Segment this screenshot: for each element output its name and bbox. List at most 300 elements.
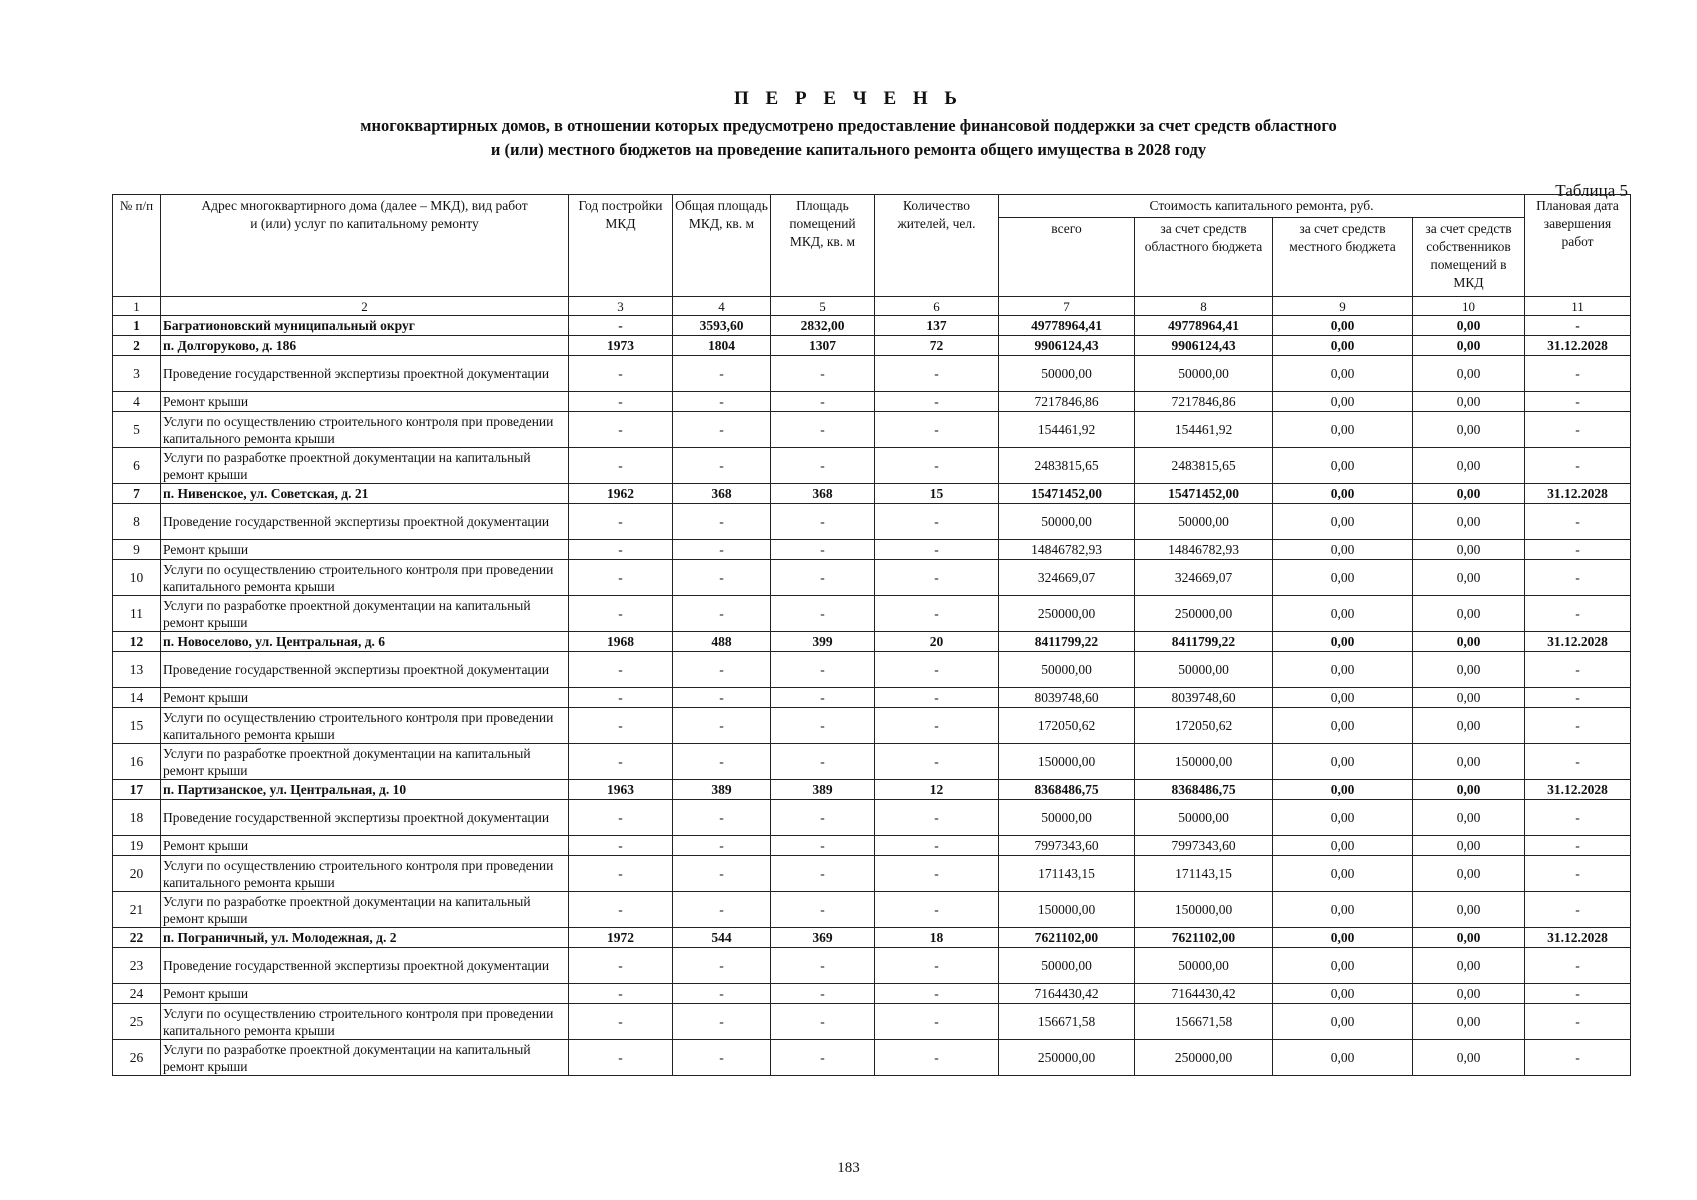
row-completion-date: - <box>1525 708 1631 744</box>
row-room-area: 369 <box>771 928 875 948</box>
row-room-area: 1307 <box>771 336 875 356</box>
row-cost-total: 7164430,42 <box>999 984 1135 1004</box>
table-row <box>113 688 1631 708</box>
row-room-area: - <box>771 800 875 836</box>
row-residents: - <box>875 1004 999 1040</box>
row-cost-local: 0,00 <box>1273 780 1413 800</box>
row-completion-date: - <box>1525 688 1631 708</box>
row-residents: - <box>875 800 999 836</box>
row-total-area: - <box>673 540 771 560</box>
table-row <box>113 984 1631 1004</box>
row-room-area: - <box>771 560 875 596</box>
row-completion-date: - <box>1525 948 1631 984</box>
row-cost-owners: 0,00 <box>1413 356 1525 392</box>
row-total-area: 488 <box>673 632 771 652</box>
row-cost-regional: 50000,00 <box>1135 800 1273 836</box>
row-cost-total: 50000,00 <box>999 356 1135 392</box>
row-name: Услуги по осуществлению строительного контроля при проведении капитального ремонта крыши <box>161 560 569 596</box>
row-completion-date: - <box>1525 560 1631 596</box>
row-number: 22 <box>113 928 161 948</box>
row-completion-date: - <box>1525 652 1631 688</box>
row-year: - <box>569 892 673 928</box>
row-number: 25 <box>113 1004 161 1040</box>
table-body <box>113 316 1631 1076</box>
row-cost-local: 0,00 <box>1273 392 1413 412</box>
header-cost-local: за счет средств местного бюджета <box>1273 218 1413 297</box>
row-residents: - <box>875 540 999 560</box>
row-cost-regional: 50000,00 <box>1135 356 1273 392</box>
row-total-area: - <box>673 504 771 540</box>
header-cost-owners: за счет средств собственников помещений в МКД <box>1413 218 1525 297</box>
row-name: Услуги по разработке проектной документации на капитальный ремонт крыши <box>161 892 569 928</box>
row-cost-total: 8411799,22 <box>999 632 1135 652</box>
col-number: 6 <box>875 297 999 316</box>
row-completion-date: - <box>1525 356 1631 392</box>
row-cost-owners: 0,00 <box>1413 448 1525 484</box>
row-cost-total: 49778964,41 <box>999 316 1135 336</box>
row-name: Ремонт крыши <box>161 984 569 1004</box>
row-cost-local: 0,00 <box>1273 412 1413 448</box>
row-year: - <box>569 412 673 448</box>
row-cost-owners: 0,00 <box>1413 540 1525 560</box>
row-room-area: - <box>771 412 875 448</box>
row-number: 19 <box>113 836 161 856</box>
row-room-area: 2832,00 <box>771 316 875 336</box>
row-name: Услуги по осуществлению строительного контроля при проведении капитального ремонта крыши <box>161 412 569 448</box>
row-cost-local: 0,00 <box>1273 484 1413 504</box>
row-cost-regional: 250000,00 <box>1135 1040 1273 1076</box>
row-cost-regional: 7217846,86 <box>1135 392 1273 412</box>
row-total-area: - <box>673 708 771 744</box>
table-row <box>113 892 1631 928</box>
table-row <box>113 316 1631 336</box>
row-name: п. Партизанское, ул. Центральная, д. 10 <box>161 780 569 800</box>
row-room-area: - <box>771 1040 875 1076</box>
table-row <box>113 504 1631 540</box>
row-number: 6 <box>113 448 161 484</box>
row-cost-regional: 8039748,60 <box>1135 688 1273 708</box>
row-total-area: 544 <box>673 928 771 948</box>
row-cost-total: 172050,62 <box>999 708 1135 744</box>
row-cost-owners: 0,00 <box>1413 560 1525 596</box>
row-number: 23 <box>113 948 161 984</box>
row-cost-owners: 0,00 <box>1413 948 1525 984</box>
row-cost-owners: 0,00 <box>1413 856 1525 892</box>
col-number: 8 <box>1135 297 1273 316</box>
row-number: 3 <box>113 356 161 392</box>
row-completion-date: - <box>1525 316 1631 336</box>
row-cost-regional: 150000,00 <box>1135 744 1273 780</box>
row-year: - <box>569 836 673 856</box>
header-residents: Количество жителей, чел. <box>875 195 999 297</box>
table-row <box>113 744 1631 780</box>
table-row <box>113 540 1631 560</box>
row-room-area: - <box>771 892 875 928</box>
row-residents: - <box>875 560 999 596</box>
row-cost-total: 50000,00 <box>999 652 1135 688</box>
table-row <box>113 336 1631 356</box>
row-total-area: - <box>673 560 771 596</box>
col-number: 2 <box>161 297 569 316</box>
row-completion-date: - <box>1525 596 1631 632</box>
table-row <box>113 1040 1631 1076</box>
row-name: Услуги по разработке проектной документации на капитальный ремонт крыши <box>161 744 569 780</box>
row-name: Проведение государственной экспертизы проектной документации <box>161 356 569 392</box>
row-residents: - <box>875 688 999 708</box>
row-name: п. Новоселово, ул. Центральная, д. 6 <box>161 632 569 652</box>
header-cost-total: всего <box>999 218 1135 297</box>
row-cost-local: 0,00 <box>1273 336 1413 356</box>
row-year: 1963 <box>569 780 673 800</box>
row-cost-total: 150000,00 <box>999 892 1135 928</box>
col-number: 9 <box>1273 297 1413 316</box>
row-cost-local: 0,00 <box>1273 688 1413 708</box>
row-cost-owners: 0,00 <box>1413 412 1525 448</box>
table-row <box>113 412 1631 448</box>
table-row <box>113 484 1631 504</box>
row-residents: 12 <box>875 780 999 800</box>
row-number: 10 <box>113 560 161 596</box>
header-cost-group: Стоимость капитального ремонта, руб. <box>999 195 1525 218</box>
row-total-area: - <box>673 836 771 856</box>
row-room-area: - <box>771 948 875 984</box>
row-name: Услуги по разработке проектной документации на капитальный ремонт крыши <box>161 596 569 632</box>
row-total-area: 368 <box>673 484 771 504</box>
table-row <box>113 596 1631 632</box>
row-number: 13 <box>113 652 161 688</box>
row-completion-date: - <box>1525 800 1631 836</box>
row-year: - <box>569 1004 673 1040</box>
row-cost-local: 0,00 <box>1273 984 1413 1004</box>
row-room-area: - <box>771 504 875 540</box>
table-label: Таблица 5 <box>1555 181 1628 200</box>
row-name: п. Долгоруково, д. 186 <box>161 336 569 356</box>
row-room-area: 399 <box>771 632 875 652</box>
row-completion-date: - <box>1525 836 1631 856</box>
row-total-area: - <box>673 1040 771 1076</box>
row-cost-local: 0,00 <box>1273 800 1413 836</box>
row-total-area: - <box>673 744 771 780</box>
row-residents: - <box>875 652 999 688</box>
row-cost-owners: 0,00 <box>1413 632 1525 652</box>
row-name: Услуги по осуществлению строительного контроля при проведении капитального ремонта крыши <box>161 708 569 744</box>
row-cost-total: 150000,00 <box>999 744 1135 780</box>
row-residents: - <box>875 448 999 484</box>
row-room-area: - <box>771 356 875 392</box>
row-cost-total: 14846782,93 <box>999 540 1135 560</box>
row-total-area: - <box>673 800 771 836</box>
table-row <box>113 800 1631 836</box>
table-row <box>113 448 1631 484</box>
table-row <box>113 780 1631 800</box>
row-cost-local: 0,00 <box>1273 448 1413 484</box>
col-number: 7 <box>999 297 1135 316</box>
row-cost-local: 0,00 <box>1273 708 1413 744</box>
col-number: 3 <box>569 297 673 316</box>
row-completion-date: 31.12.2028 <box>1525 484 1631 504</box>
row-residents: 20 <box>875 632 999 652</box>
row-number: 16 <box>113 744 161 780</box>
row-cost-total: 8039748,60 <box>999 688 1135 708</box>
row-cost-owners: 0,00 <box>1413 484 1525 504</box>
row-cost-owners: 0,00 <box>1413 928 1525 948</box>
row-name: Услуги по разработке проектной документации на капитальный ремонт крыши <box>161 448 569 484</box>
col-number: 10 <box>1413 297 1525 316</box>
row-cost-regional: 7621102,00 <box>1135 928 1273 948</box>
row-cost-regional: 15471452,00 <box>1135 484 1273 504</box>
row-cost-regional: 9906124,43 <box>1135 336 1273 356</box>
row-cost-total: 156671,58 <box>999 1004 1135 1040</box>
row-cost-owners: 0,00 <box>1413 800 1525 836</box>
row-year: - <box>569 1040 673 1076</box>
row-cost-total: 8368486,75 <box>999 780 1135 800</box>
row-room-area: - <box>771 448 875 484</box>
row-name: Багратионовский муниципальный округ <box>161 316 569 336</box>
table-row <box>113 356 1631 392</box>
row-name: Проведение государственной экспертизы проектной документации <box>161 504 569 540</box>
table-row <box>113 1004 1631 1040</box>
row-total-area: - <box>673 356 771 392</box>
row-cost-local: 0,00 <box>1273 928 1413 948</box>
row-room-area: - <box>771 652 875 688</box>
row-cost-local: 0,00 <box>1273 632 1413 652</box>
row-cost-owners: 0,00 <box>1413 708 1525 744</box>
row-residents: - <box>875 744 999 780</box>
row-cost-regional: 8368486,75 <box>1135 780 1273 800</box>
row-name: Проведение государственной экспертизы проектной документации <box>161 948 569 984</box>
row-cost-regional: 172050,62 <box>1135 708 1273 744</box>
row-cost-owners: 0,00 <box>1413 596 1525 632</box>
row-completion-date: - <box>1525 540 1631 560</box>
row-completion-date: - <box>1525 392 1631 412</box>
col-number: 4 <box>673 297 771 316</box>
col-number: 11 <box>1525 297 1631 316</box>
row-room-area: - <box>771 392 875 412</box>
row-total-area: - <box>673 448 771 484</box>
row-year: 1962 <box>569 484 673 504</box>
row-completion-date: - <box>1525 892 1631 928</box>
row-total-area: - <box>673 1004 771 1040</box>
row-cost-total: 324669,07 <box>999 560 1135 596</box>
row-total-area: - <box>673 412 771 448</box>
row-cost-total: 50000,00 <box>999 800 1135 836</box>
row-name: Проведение государственной экспертизы проектной документации <box>161 652 569 688</box>
row-total-area: - <box>673 948 771 984</box>
row-total-area: - <box>673 652 771 688</box>
row-cost-total: 7997343,60 <box>999 836 1135 856</box>
row-number: 21 <box>113 892 161 928</box>
row-total-area: - <box>673 856 771 892</box>
row-room-area: - <box>771 856 875 892</box>
document-subtitle-line2: и (или) местного бюджетов на проведение капитального ремонта общего имущества в 2028 году <box>490 140 1207 159</box>
row-cost-regional: 171143,15 <box>1135 856 1273 892</box>
table-row <box>113 948 1631 984</box>
row-residents: - <box>875 1040 999 1076</box>
header-total-area: Общая площадь МКД, кв. м <box>673 195 771 297</box>
row-residents: - <box>875 708 999 744</box>
table-row <box>113 560 1631 596</box>
row-residents: - <box>875 596 999 632</box>
row-total-area: - <box>673 892 771 928</box>
col-number: 1 <box>113 297 161 316</box>
row-cost-owners: 0,00 <box>1413 1040 1525 1076</box>
row-year: - <box>569 688 673 708</box>
row-residents: 137 <box>875 316 999 336</box>
row-number: 18 <box>113 800 161 836</box>
row-name: Услуги по разработке проектной документации на капитальный ремонт крыши <box>161 1040 569 1076</box>
row-cost-regional: 14846782,93 <box>1135 540 1273 560</box>
row-room-area: - <box>771 688 875 708</box>
row-residents: - <box>875 504 999 540</box>
row-completion-date: 31.12.2028 <box>1525 928 1631 948</box>
row-residents: - <box>875 892 999 928</box>
row-cost-total: 50000,00 <box>999 948 1135 984</box>
row-year: - <box>569 856 673 892</box>
row-room-area: - <box>771 744 875 780</box>
row-cost-local: 0,00 <box>1273 744 1413 780</box>
header-address: Адрес многоквартирного дома (далее – МКД), вид работ и (или) услуг по капитальному ремонту <box>161 195 569 297</box>
row-completion-date: 31.12.2028 <box>1525 780 1631 800</box>
row-total-area: 1804 <box>673 336 771 356</box>
row-name: Проведение государственной экспертизы проектной документации <box>161 800 569 836</box>
page-number: 183 <box>837 1160 860 1176</box>
row-cost-total: 2483815,65 <box>999 448 1135 484</box>
row-number: 4 <box>113 392 161 412</box>
row-completion-date: - <box>1525 412 1631 448</box>
row-cost-regional: 8411799,22 <box>1135 632 1273 652</box>
row-cost-local: 0,00 <box>1273 560 1413 596</box>
header-completion: Плановая дата завершения работ <box>1525 195 1631 297</box>
row-completion-date: - <box>1525 448 1631 484</box>
row-residents: - <box>875 356 999 392</box>
row-cost-total: 15471452,00 <box>999 484 1135 504</box>
row-completion-date: - <box>1525 1004 1631 1040</box>
row-cost-regional: 150000,00 <box>1135 892 1273 928</box>
row-cost-local: 0,00 <box>1273 504 1413 540</box>
row-cost-local: 0,00 <box>1273 316 1413 336</box>
row-total-area: - <box>673 688 771 708</box>
row-year: - <box>569 596 673 632</box>
row-year: - <box>569 948 673 984</box>
table-row <box>113 928 1631 948</box>
table-row <box>113 652 1631 688</box>
row-cost-owners: 0,00 <box>1413 688 1525 708</box>
row-cost-owners: 0,00 <box>1413 652 1525 688</box>
row-cost-local: 0,00 <box>1273 652 1413 688</box>
row-year: 1972 <box>569 928 673 948</box>
repair-list-table <box>112 194 1631 1076</box>
row-name: п. Пограничный, ул. Молодежная, д. 2 <box>161 928 569 948</box>
row-year: - <box>569 392 673 412</box>
row-cost-owners: 0,00 <box>1413 336 1525 356</box>
document-title: П Е Р Е Ч Е Н Ь <box>734 88 963 109</box>
row-number: 17 <box>113 780 161 800</box>
row-completion-date: - <box>1525 984 1631 1004</box>
row-room-area: 389 <box>771 780 875 800</box>
row-cost-total: 250000,00 <box>999 596 1135 632</box>
table-row <box>113 856 1631 892</box>
row-year: - <box>569 560 673 596</box>
document-subtitle-line1: многоквартирных домов, в отношении которых предусмотрено предоставление финансовой поддержки за счет средств областного <box>360 116 1337 135</box>
row-completion-date: - <box>1525 856 1631 892</box>
row-total-area: 389 <box>673 780 771 800</box>
row-residents: 18 <box>875 928 999 948</box>
row-number: 2 <box>113 336 161 356</box>
title-block <box>0 88 1697 162</box>
row-cost-total: 171143,15 <box>999 856 1135 892</box>
row-cost-owners: 0,00 <box>1413 892 1525 928</box>
row-room-area: - <box>771 984 875 1004</box>
row-number: 14 <box>113 688 161 708</box>
header-num: № п/п <box>113 195 161 297</box>
row-room-area: 368 <box>771 484 875 504</box>
row-name: Ремонт крыши <box>161 540 569 560</box>
row-completion-date: - <box>1525 504 1631 540</box>
row-cost-total: 9906124,43 <box>999 336 1135 356</box>
row-cost-local: 0,00 <box>1273 836 1413 856</box>
row-cost-owners: 0,00 <box>1413 744 1525 780</box>
row-room-area: - <box>771 596 875 632</box>
row-number: 9 <box>113 540 161 560</box>
row-year: 1973 <box>569 336 673 356</box>
row-name: Ремонт крыши <box>161 836 569 856</box>
table-row <box>113 708 1631 744</box>
header-year: Год постройки МКД <box>569 195 673 297</box>
row-residents: 15 <box>875 484 999 504</box>
row-residents: - <box>875 412 999 448</box>
row-cost-owners: 0,00 <box>1413 984 1525 1004</box>
row-year: - <box>569 652 673 688</box>
row-cost-total: 7621102,00 <box>999 928 1135 948</box>
row-cost-regional: 2483815,65 <box>1135 448 1273 484</box>
row-cost-local: 0,00 <box>1273 856 1413 892</box>
row-total-area: 3593,60 <box>673 316 771 336</box>
row-number: 26 <box>113 1040 161 1076</box>
row-completion-date: 31.12.2028 <box>1525 632 1631 652</box>
row-room-area: - <box>771 540 875 560</box>
row-year: - <box>569 504 673 540</box>
row-cost-regional: 50000,00 <box>1135 652 1273 688</box>
row-cost-regional: 324669,07 <box>1135 560 1273 596</box>
row-cost-total: 7217846,86 <box>999 392 1135 412</box>
row-residents: - <box>875 392 999 412</box>
header-row-1 <box>113 195 1631 218</box>
row-number: 7 <box>113 484 161 504</box>
row-year: - <box>569 356 673 392</box>
row-residents: 72 <box>875 336 999 356</box>
table-row <box>113 836 1631 856</box>
row-cost-owners: 0,00 <box>1413 780 1525 800</box>
row-cost-local: 0,00 <box>1273 356 1413 392</box>
row-year: 1968 <box>569 632 673 652</box>
row-cost-owners: 0,00 <box>1413 392 1525 412</box>
row-completion-date: 31.12.2028 <box>1525 336 1631 356</box>
row-year: - <box>569 448 673 484</box>
row-cost-regional: 49778964,41 <box>1135 316 1273 336</box>
row-number: 8 <box>113 504 161 540</box>
header-cost-regional: за счет средств областного бюджета <box>1135 218 1273 297</box>
row-year: - <box>569 316 673 336</box>
row-total-area: - <box>673 984 771 1004</box>
row-cost-local: 0,00 <box>1273 540 1413 560</box>
row-cost-total: 154461,92 <box>999 412 1135 448</box>
row-room-area: - <box>771 836 875 856</box>
row-name: Ремонт крыши <box>161 688 569 708</box>
row-residents: - <box>875 836 999 856</box>
row-cost-local: 0,00 <box>1273 1040 1413 1076</box>
row-number: 12 <box>113 632 161 652</box>
row-number: 1 <box>113 316 161 336</box>
